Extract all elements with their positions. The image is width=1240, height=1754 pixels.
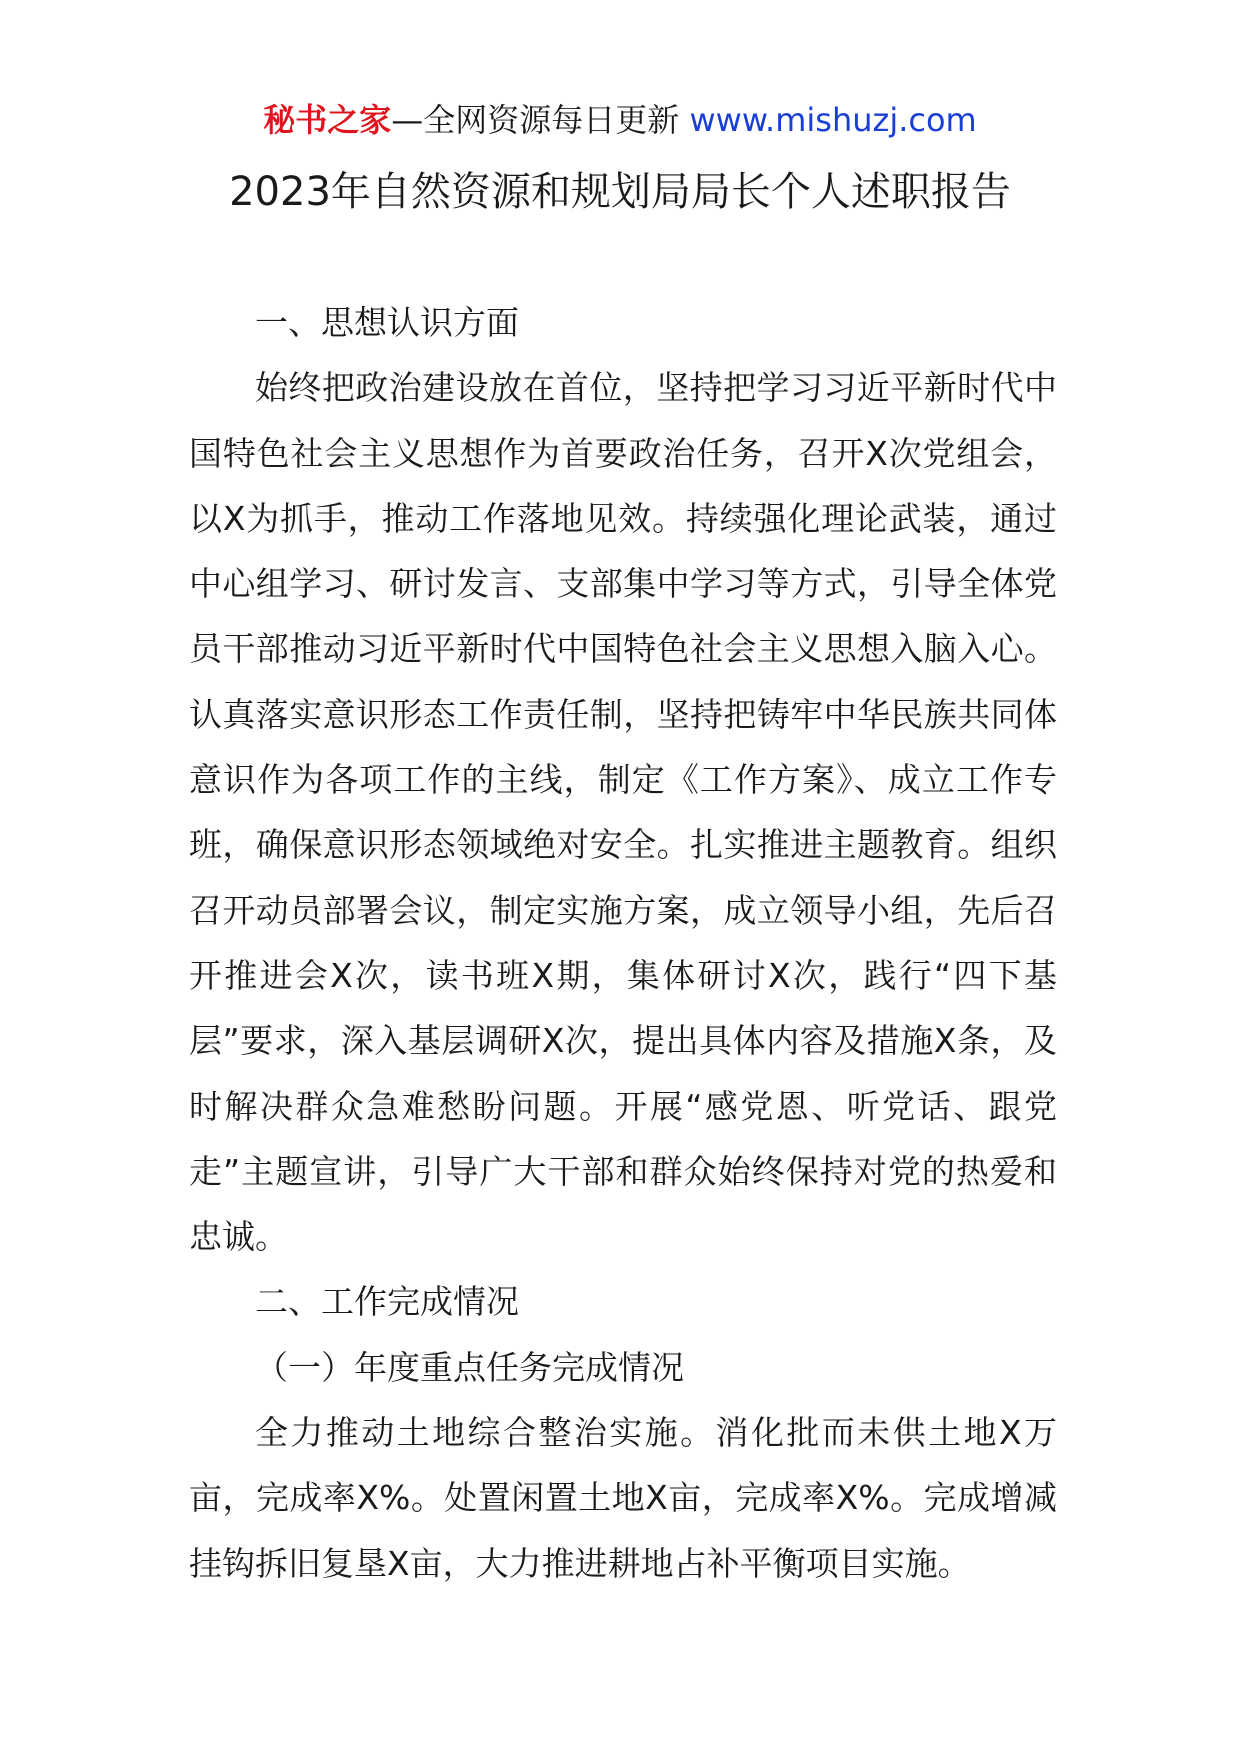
document-body [189,290,1057,1596]
section-heading-1: 一、思想认识方面 [255,303,519,342]
paragraph-1: 始终把政治建设放在首位，坚持把学习习近平新时代中国特色社会主义思想作为首要政治任务，召开X次党组会，以X为抓手，推动工作落地见效。持续强化理论武装，通过中心组学习、研讨发言、支部集中学习等方式，引导全体党员干部推动习近平新时代中国特色社会主义思想入脑入心。认真落实意识形态工作责任制，坚持把铸牢中华民族共同体意识作为各项工作的主线，制定《工作方案》、成立工作专班，确保意识形态领域绝对安全。扎实推进主题教育。组织召开动员部署会议，制定实施方案，成立领导小组，先后召开推进会X次，读书班X期，集体研讨X次，践行“四下基层”要求，深入基层调研X次，提出具体内容及措施X条，及时解决群众急难愁盼问题。开展“感党恩、听党话、跟党走”主题宣讲，引导广大干部和群众始终保持对党的热爱和忠诚。 [189,368,1057,1257]
site-tagline: —全网资源每日更新 [391,101,680,139]
subsection-heading-1: （一）年度重点任务完成情况 [255,1347,684,1387]
site-header [0,98,1240,142]
paragraph-2: 全力推动土地综合整治实施。消化批而未供土地X万亩，完成率X%。处置闲置土地X亩，完成率X%。完成增减挂钩拆旧复垦X亩，大力推进耕地占补平衡项目实施。 [189,1413,1057,1583]
site-brand: 秘书之家 [263,101,392,139]
document-title: 2023年自然资源和规划局局长个人述职报告 [229,169,1011,215]
section-heading-2: 二、工作完成情况 [255,1282,519,1322]
site-url-link[interactable]: www.mishuzj.com [689,101,977,139]
